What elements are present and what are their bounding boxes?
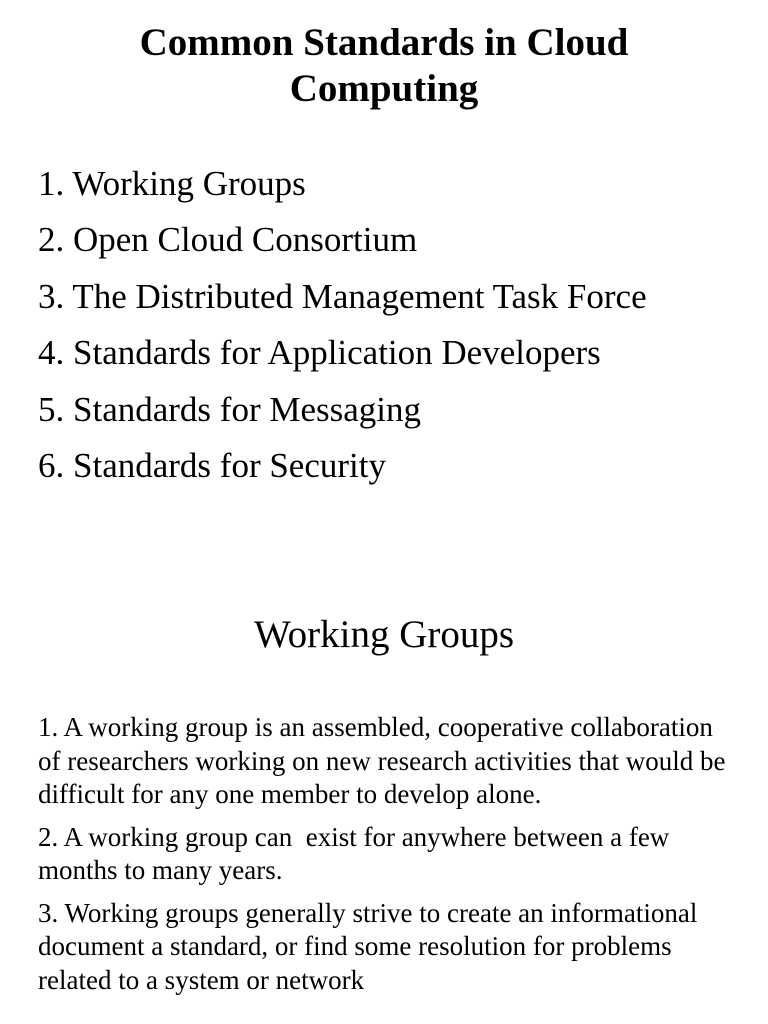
list-item: 6. Standards for Security	[38, 446, 386, 486]
slide-working-groups	[0, 560, 768, 1024]
list-item: 3. The Distributed Management Task Force	[38, 276, 647, 316]
paragraph-list	[38, 711, 738, 1006]
list-item: 5. Standards for Messaging	[38, 389, 422, 429]
list-item: 4. Standards for Application Developers	[38, 333, 601, 373]
section-title: Working Groups	[253, 613, 515, 656]
list-item: 2. Open Cloud Consortium	[38, 220, 418, 260]
standards-list	[38, 156, 647, 494]
paragraph: 1. A working group is an assembled, cooperative collaboration of researchers working on new research activities that would be difficult for any one member to develop alone.	[38, 712, 733, 809]
slide-title	[0, 20, 768, 112]
paragraph: 3. Working groups generally strive to create an informational document a standard, or find some resolution for problems related to a system or network	[38, 897, 705, 995]
paragraph: 2. A working group can exist for anywhere between a few months to many years.	[38, 821, 677, 885]
list-item: 1. Working Groups	[38, 164, 306, 203]
slide-title-line-2: Computing	[289, 67, 479, 110]
slide-title-line-1: Common Standards in Cloud	[139, 21, 629, 64]
